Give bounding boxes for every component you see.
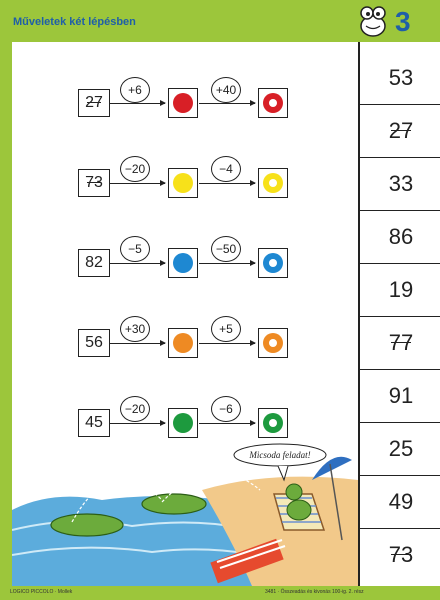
- operation-1: −20: [120, 396, 150, 422]
- red-ring-icon: [263, 93, 283, 113]
- operation-1: −5: [120, 236, 150, 262]
- operation-2: −6: [211, 396, 241, 422]
- answer-cell[interactable]: 25: [360, 423, 440, 476]
- operation-2: −50: [211, 236, 241, 262]
- frog-mascot-icon: [357, 4, 389, 38]
- result-box[interactable]: [258, 248, 288, 278]
- start-number: 56: [78, 329, 110, 357]
- orange-ring-icon: [263, 333, 283, 353]
- start-number: 82: [78, 249, 110, 277]
- intermediate-box[interactable]: [168, 248, 198, 278]
- arrow-2: [199, 343, 255, 344]
- speech-bubble-text: Micsoda feladat!: [249, 450, 311, 460]
- arrow-2: [199, 423, 255, 424]
- page-number: 3: [395, 6, 411, 37]
- answer-cell[interactable]: 19: [360, 264, 440, 317]
- footer-info: 3481 · Összeadás és kivonás 100-ig. 2. rész: [265, 589, 364, 595]
- start-number: 45: [78, 409, 110, 437]
- result-box[interactable]: [258, 88, 288, 118]
- arrow-2: [199, 103, 255, 104]
- answer-cell[interactable]: 73: [388, 542, 414, 567]
- answer-cell[interactable]: 49: [360, 476, 440, 529]
- operation-1: +30: [120, 316, 150, 342]
- operation-2: +5: [211, 316, 241, 342]
- operation-1: −20: [120, 156, 150, 182]
- intermediate-box[interactable]: [168, 88, 198, 118]
- arrow-1: [110, 263, 165, 264]
- answer-cell[interactable]: 91: [360, 370, 440, 423]
- page-title: Műveletek két lépésben: [13, 16, 136, 28]
- answer-cell[interactable]: 27: [360, 105, 440, 158]
- intermediate-box[interactable]: [168, 168, 198, 198]
- result-box[interactable]: [258, 168, 288, 198]
- arrow-2: [199, 183, 255, 184]
- blue-dot-icon: [173, 253, 193, 273]
- arrow-2: [199, 263, 255, 264]
- red-dot-icon: [173, 93, 193, 113]
- arrow-1: [110, 423, 165, 424]
- yellow-dot-icon: [173, 173, 193, 193]
- answer-cell[interactable]: 86: [360, 211, 440, 264]
- answer-column: [358, 42, 440, 586]
- beach-illustration: [12, 430, 358, 586]
- start-number: 73: [78, 169, 110, 197]
- start-number: 27: [78, 89, 110, 117]
- answer-cell[interactable]: 77: [360, 317, 440, 370]
- arrow-1: [110, 343, 165, 344]
- orange-dot-icon: [173, 333, 193, 353]
- answer-cell[interactable]: 53: [360, 52, 440, 105]
- operation-1: +6: [120, 77, 150, 103]
- result-box[interactable]: [258, 328, 288, 358]
- yellow-ring-icon: [263, 173, 283, 193]
- answer-cell[interactable]: 33: [360, 158, 440, 211]
- arrow-1: [110, 103, 165, 104]
- operation-2: −4: [211, 156, 241, 182]
- intermediate-box[interactable]: [168, 328, 198, 358]
- blue-ring-icon: [263, 253, 283, 273]
- arrow-1: [110, 183, 165, 184]
- operation-2: +40: [211, 77, 241, 103]
- footer-brand: LOGICO PICCOLO · Mollek: [10, 589, 73, 595]
